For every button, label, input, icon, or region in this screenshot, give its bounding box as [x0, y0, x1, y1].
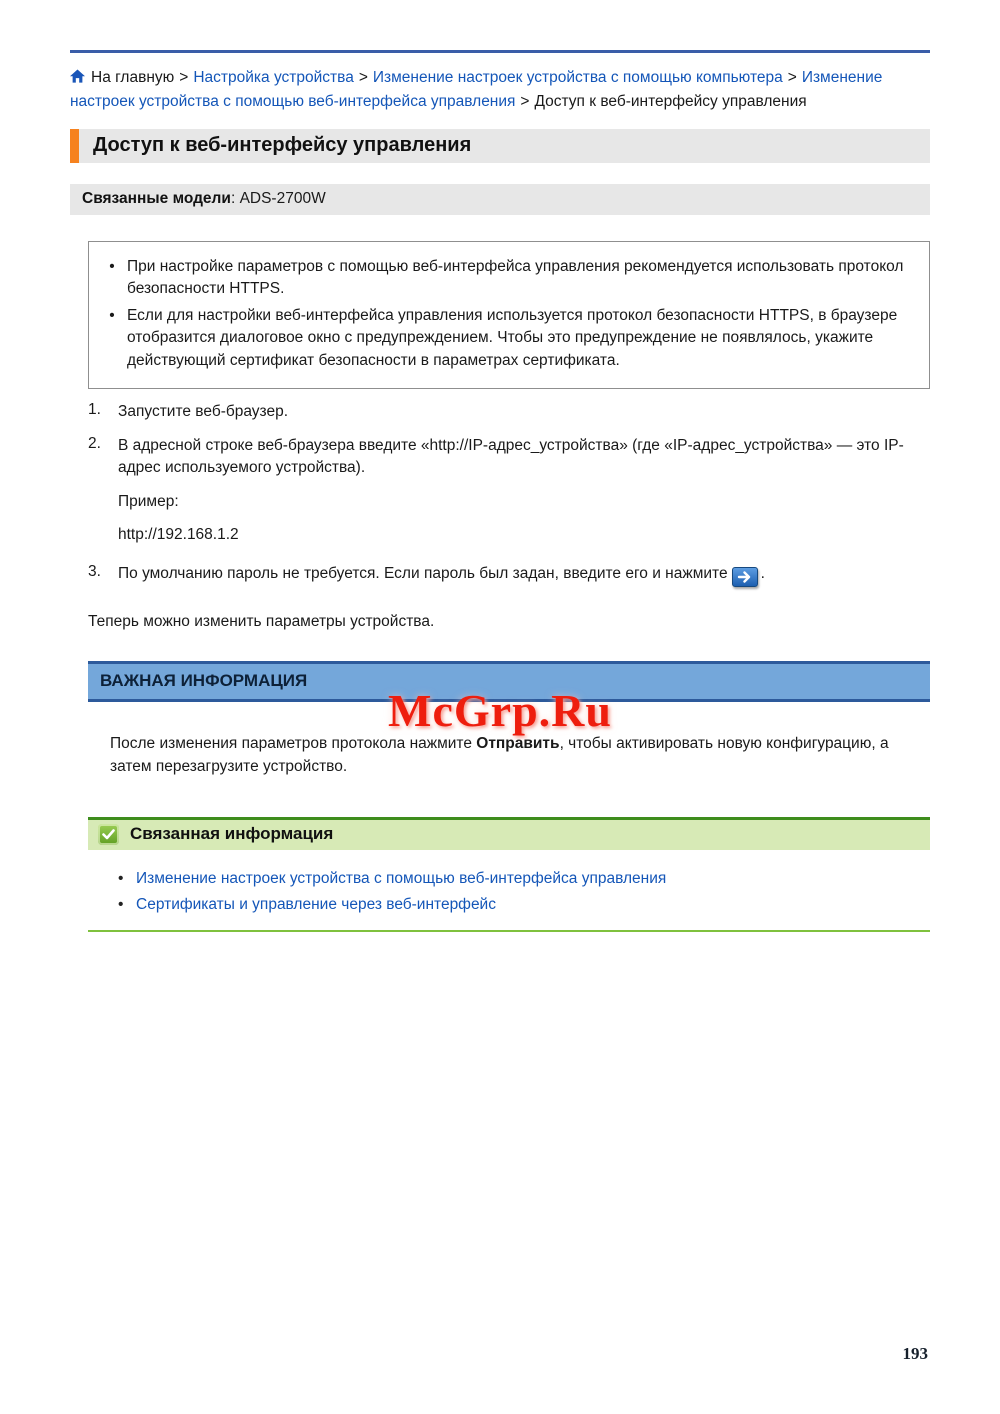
step-text — [118, 563, 930, 587]
numbered-steps — [88, 401, 930, 586]
bullet: • — [118, 869, 124, 887]
breadcrumb-separator: > — [358, 69, 368, 86]
closing-paragraph: Теперь можно изменить параметры устройства. — [88, 612, 435, 630]
submit-arrow-icon — [732, 567, 758, 587]
breadcrumb-link-change-settings-computer[interactable]: Изменение настроек устройства с помощью компьютера — [372, 69, 783, 86]
breadcrumb — [70, 66, 930, 114]
breadcrumb-separator: > — [787, 69, 797, 86]
related-info-links — [88, 850, 930, 914]
important-info-header: ВАЖНАЯ ИНФОРМАЦИЯ — [88, 661, 930, 702]
related-link-item — [118, 896, 930, 914]
home-icon[interactable] — [70, 67, 85, 90]
step-2-example-url: http://192.168.1.2 — [118, 526, 239, 544]
check-icon — [98, 824, 119, 845]
top-divider — [70, 50, 930, 53]
step-number: 2. — [88, 434, 101, 452]
note-item — [97, 256, 911, 301]
step-3-text-after: . — [760, 564, 765, 582]
step-3-text: По умолчанию пароль не требуется. Если пароль был задан, введите его и нажмите — [118, 564, 728, 582]
related-section-bottom-rule — [88, 930, 930, 932]
step-text: Запустите веб-браузер. — [118, 403, 289, 421]
related-models-separator: : — [230, 190, 240, 207]
breadcrumb-separator: > — [179, 69, 189, 86]
step-2 — [88, 435, 930, 547]
important-body-end: , чтобы активировать новую конфигурацию, а затем перезагрузите устройство. — [110, 735, 889, 776]
breadcrumb-link-change-settings-web[interactable]: Изменение настроек устройства с помощью веб-интерфейса управления — [70, 69, 883, 111]
watermark: McGrp.Ru — [388, 685, 612, 736]
page-title: Доступ к веб-интерфейсу управления — [93, 134, 472, 156]
important-body-bold-submit: Отправить — [476, 735, 560, 753]
step-1 — [88, 401, 930, 423]
related-models-label: Связанные модели — [82, 190, 231, 207]
bullet: • — [109, 306, 115, 324]
title-accent-bar — [70, 129, 79, 163]
bullet: • — [109, 258, 115, 275]
related-link-change-settings-web[interactable]: Изменение настроек устройства с помощью веб-интерфейса управления — [136, 869, 667, 887]
note-item-text: При настройке параметров с помощью веб-интерфейса управления рекомендуется использовать протокол безопасности HTTPS. — [127, 258, 904, 298]
step-2-text: В адресной строке веб-браузера введите «http://IP-адрес_устройства» (где «IP-адрес_устройства» — это IP-адрес используемого устройства). — [118, 436, 904, 477]
step-3 — [88, 563, 930, 587]
step-text — [118, 435, 930, 547]
page-number: 193 — [902, 1344, 928, 1363]
step-2-example-label: Пример: — [118, 492, 179, 510]
note-item-text: Если для настройки веб-интерфейса управления используется протокол безопасности HTTPS, в браузере отобразится диалоговое окно с предупреждением. Чтобы это предупреждение не появлялось, укажите действующий сертификат безопасности в параметрах сертификата. — [127, 306, 898, 369]
related-info-header — [88, 817, 930, 850]
related-info-title: Связанная информация — [130, 824, 334, 844]
step-number: 1. — [88, 401, 101, 419]
page-title-bar — [70, 129, 930, 163]
related-models-bar — [70, 184, 930, 215]
note-box — [88, 241, 930, 389]
step-number: 3. — [88, 562, 101, 580]
related-models-value: ADS-2700W — [239, 190, 326, 207]
breadcrumb-separator: > — [520, 93, 530, 111]
breadcrumb-link-device-settings[interactable]: Настройка устройства — [193, 69, 354, 86]
bullet: • — [118, 895, 124, 913]
related-link-item — [118, 870, 930, 888]
important-body-start: После изменения параметров протокола нажмите — [110, 735, 477, 753]
breadcrumb-current-page: Доступ к веб-интерфейсу управления — [534, 93, 807, 111]
note-item — [97, 305, 911, 372]
related-link-certificates[interactable]: Сертификаты и управление через веб-интерфейс — [136, 895, 496, 913]
breadcrumb-home[interactable]: На главную — [91, 69, 175, 86]
